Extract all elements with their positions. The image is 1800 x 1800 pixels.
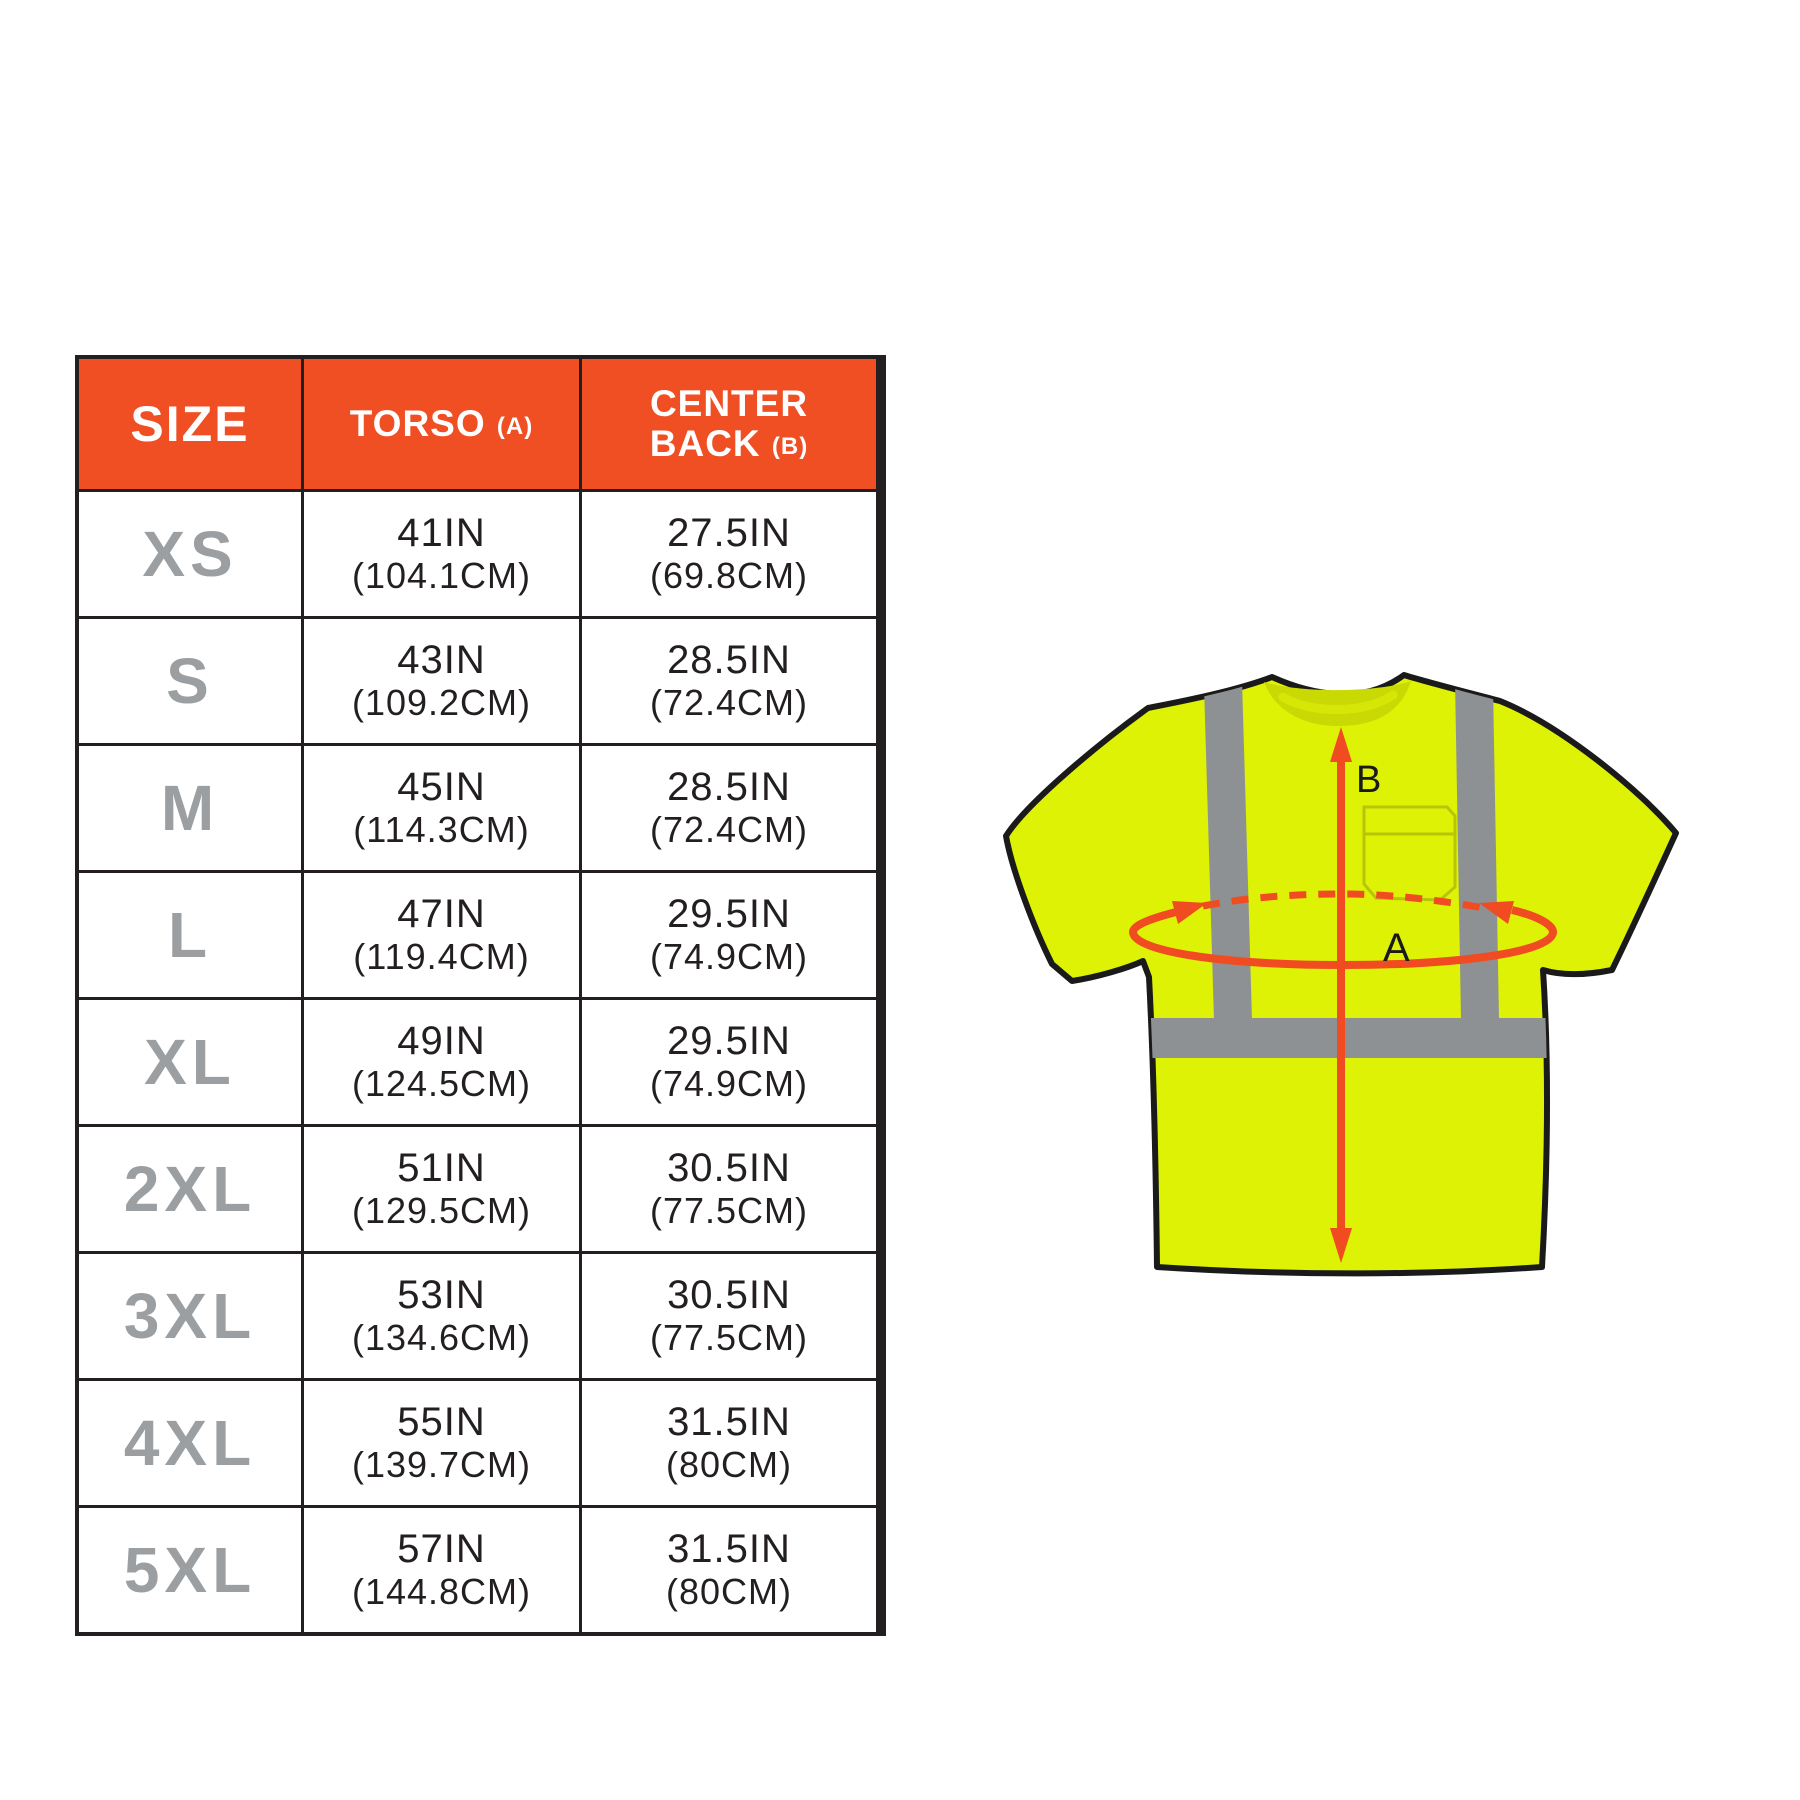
size-label: XL xyxy=(144,1026,236,1098)
center-back-centimeters: (80CM) xyxy=(665,1444,792,1486)
size-label: S xyxy=(166,645,214,717)
tshirt-diagram xyxy=(960,630,1720,1330)
center-back-inches: 27.5IN xyxy=(667,511,791,556)
size-cell xyxy=(79,873,301,997)
center-back-inches: 31.5IN xyxy=(667,1527,791,1572)
torso-cell xyxy=(304,873,579,997)
size-cell xyxy=(79,1381,301,1505)
center-back-cell xyxy=(582,1000,876,1124)
size-table xyxy=(75,355,886,1636)
center-back-inches: 28.5IN xyxy=(667,765,791,810)
center-back-inches: 29.5IN xyxy=(667,1019,791,1064)
size-label: 3XL xyxy=(123,1280,257,1352)
torso-inches: 43IN xyxy=(397,638,486,683)
torso-centimeters: (109.2CM) xyxy=(351,682,532,724)
torso-cell xyxy=(304,1508,579,1632)
label-b: B xyxy=(1356,759,1382,801)
center-back-inches: 30.5IN xyxy=(667,1146,791,1191)
torso-cell xyxy=(304,492,579,616)
torso-cell xyxy=(304,1127,579,1251)
size-label: XS xyxy=(142,518,238,590)
center-back-centimeters: (77.5CM) xyxy=(649,1317,809,1359)
size-cell xyxy=(79,746,301,870)
header-center-back-line2: BACK xyxy=(649,423,761,464)
header-center-back-line1: CENTER xyxy=(649,383,809,425)
header-torso-label: TORSO xyxy=(349,403,486,445)
size-cell xyxy=(79,492,301,616)
torso-centimeters: (134.6CM) xyxy=(351,1317,532,1359)
torso-cell xyxy=(304,619,579,743)
torso-inches: 57IN xyxy=(397,1527,486,1572)
reflective-stripe-right xyxy=(1455,680,1499,1020)
size-cell xyxy=(79,619,301,743)
size-cell xyxy=(79,1000,301,1124)
torso-centimeters: (139.7CM) xyxy=(351,1444,532,1486)
center-back-cell xyxy=(582,1381,876,1505)
torso-centimeters: (104.1CM) xyxy=(351,555,532,597)
torso-inches: 51IN xyxy=(397,1146,486,1191)
header-torso-sub: (A) xyxy=(496,413,534,441)
torso-cell xyxy=(304,1254,579,1378)
header-center-back xyxy=(582,359,876,489)
size-cell xyxy=(79,1254,301,1378)
torso-inches: 55IN xyxy=(397,1400,486,1445)
center-back-inches: 29.5IN xyxy=(667,892,791,937)
center-back-cell xyxy=(582,873,876,997)
center-back-centimeters: (80CM) xyxy=(665,1571,792,1613)
torso-centimeters: (129.5CM) xyxy=(351,1190,532,1232)
torso-centimeters: (144.8CM) xyxy=(351,1571,532,1613)
center-back-centimeters: (74.9CM) xyxy=(649,1063,809,1105)
center-back-centimeters: (72.4CM) xyxy=(649,809,809,851)
size-label: M xyxy=(160,772,220,844)
tshirt-illustration xyxy=(960,630,1720,1330)
torso-centimeters: (119.4CM) xyxy=(353,936,530,978)
torso-inches: 49IN xyxy=(397,1019,486,1064)
torso-cell xyxy=(304,746,579,870)
center-back-cell xyxy=(582,1508,876,1632)
size-label: 2XL xyxy=(123,1153,257,1225)
torso-inches: 53IN xyxy=(397,1273,486,1318)
center-back-inches: 28.5IN xyxy=(667,638,791,683)
size-label: 4XL xyxy=(123,1407,257,1479)
label-a: A xyxy=(1383,926,1410,970)
size-cell xyxy=(79,1508,301,1632)
torso-inches: 41IN xyxy=(397,511,486,556)
torso-centimeters: (114.3CM) xyxy=(353,809,530,851)
center-back-inches: 30.5IN xyxy=(667,1273,791,1318)
center-back-cell xyxy=(582,1127,876,1251)
size-label: 5XL xyxy=(123,1534,257,1606)
center-back-centimeters: (74.9CM) xyxy=(649,936,809,978)
header-center-back-sub: (B) xyxy=(771,433,809,460)
torso-centimeters: (124.5CM) xyxy=(351,1063,532,1105)
torso-cell xyxy=(304,1000,579,1124)
size-label: L xyxy=(167,899,213,971)
torso-cell xyxy=(304,1381,579,1505)
center-back-cell xyxy=(582,619,876,743)
center-back-cell xyxy=(582,1254,876,1378)
header-torso xyxy=(304,359,579,489)
center-back-cell xyxy=(582,492,876,616)
center-back-centimeters: (69.8CM) xyxy=(649,555,809,597)
center-back-centimeters: (77.5CM) xyxy=(649,1190,809,1232)
center-back-centimeters: (72.4CM) xyxy=(649,682,809,724)
size-cell xyxy=(79,1127,301,1251)
header-size: SIZE xyxy=(79,359,301,489)
center-back-inches: 31.5IN xyxy=(667,1400,791,1445)
center-back-cell xyxy=(582,746,876,870)
reflective-band xyxy=(1148,1018,1550,1058)
torso-inches: 47IN xyxy=(397,892,486,937)
torso-inches: 45IN xyxy=(397,765,486,810)
